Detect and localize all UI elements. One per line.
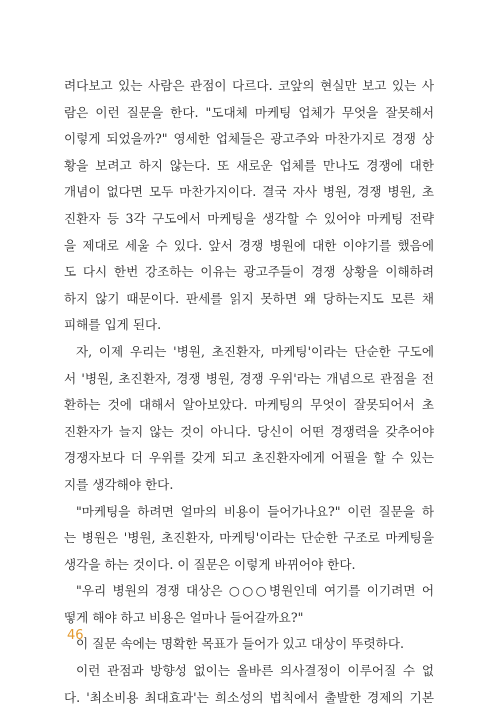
text-line: 려다보고 있는 사람은 관점이 다르다. 코앞의 현실만 보고 있는 사 [64, 78, 434, 93]
text-line: 람은 이런 질문을 한다. "도대체 마케팅 업체가 무엇을 잘못해서 [64, 104, 434, 120]
text-line: "우리 병원의 경쟁 대상은 ○○○병원인데 여기를 이기려면 어 [76, 583, 434, 599]
text-line: 피해를 입게 된다. [64, 317, 162, 333]
text-line: 서 '병원, 초진환자, 경쟁 병원, 경쟁 우위'라는 개념으로 관점을 전 [64, 370, 434, 386]
text-line: 환하는 것에 대해서 알아보았다. 마케팅의 무엇이 잘못되어서 초 [64, 397, 434, 413]
text-line: 생각을 하는 것이다. 이 질문은 이렇게 바뀌어야 한다. [64, 556, 356, 572]
body-text [64, 73, 434, 711]
text-line: 는 병원은 '병원, 초진환자, 마케팅'이라는 단순한 구조로 마케팅을 [64, 530, 434, 546]
text-line: "마케팅을 하려면 얼마의 비용이 들어가나요?" 이런 질문을 하 [76, 503, 434, 519]
text-line: 개념이 없다면 모두 마찬가지이다. 결국 자사 병원, 경쟁 병원, 초 [64, 184, 434, 200]
page-number: 46 [67, 628, 84, 643]
text-line: 이 질문 속에는 명확한 목표가 들어가 있고 대상이 뚜렷하다. [76, 636, 405, 652]
text-line: 지를 생각해야 한다. [64, 476, 174, 492]
text-line: 진환자가 늘지 않는 것이 아니다. 당신이 어떤 경쟁력을 갖추어야 [64, 423, 434, 439]
text-line: 을 제대로 세울 수 있다. 앞서 경쟁 병원에 대한 이야기를 했음에 [64, 237, 434, 253]
text-line: 도 다시 한번 강조하는 이유는 광고주들이 경쟁 상황을 이해하려 [64, 264, 434, 280]
text-line: 떻게 해야 하고 비용은 얼마나 들어갈까요?" [64, 609, 304, 625]
text-line: 황을 보려고 하지 않는다. 또 새로운 업체를 만나도 경쟁에 대한 [64, 157, 434, 173]
text-line: 다. '최소비용 최대효과'는 희소성의 법칙에서 출발한 경제의 기본 [64, 689, 434, 705]
text-line: 이렇게 되었을까?" 영세한 업체들은 광고주와 마찬가지로 경쟁 상 [64, 131, 434, 147]
text-line: 자, 이제 우리는 '병원, 초진환자, 마케팅'이라는 단순한 구도에 [76, 343, 434, 359]
text-line: 하지 않기 때문이다. 판세를 읽지 못하면 왜 당하는지도 모른 채 [64, 290, 434, 306]
text-line: 진환자 등 3각 구도에서 마케팅을 생각할 수 있어야 마케팅 전략 [64, 210, 434, 226]
text-line: 이런 관점과 방향성 없이는 올바른 의사결정이 이루어질 수 없 [76, 663, 434, 679]
text-line: 경쟁자보다 더 우위를 갖게 되고 초진환자에게 어필을 할 수 있는 [64, 450, 434, 466]
